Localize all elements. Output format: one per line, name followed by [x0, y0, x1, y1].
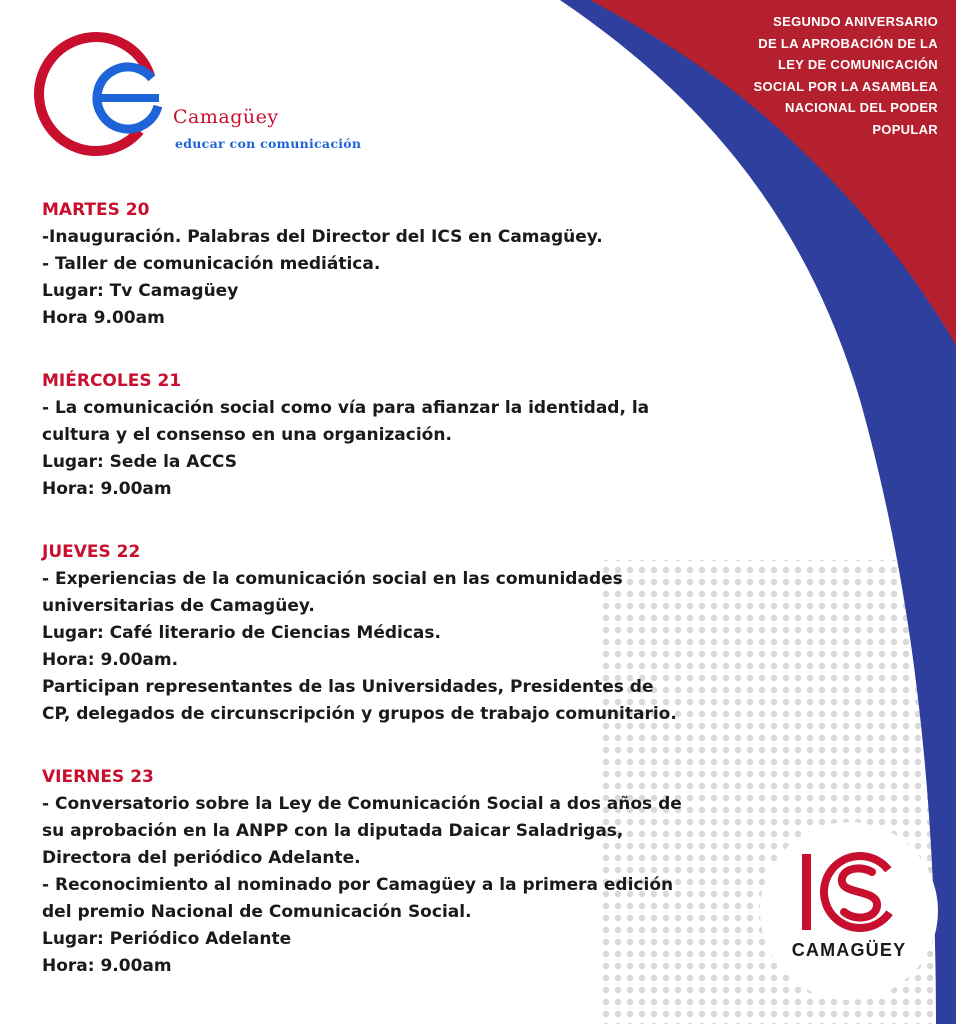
event-line: - Conversatorio sobre la Ley de Comunicación Social a dos años de — [42, 794, 682, 814]
event-line: Hora: 9.00am. — [42, 650, 179, 670]
event-line: - Experiencias de la comunicación social en las comunidades — [42, 569, 623, 589]
event-line: cultura y el consenso en una organización. — [42, 425, 452, 445]
day-title: VIERNES 23 — [42, 767, 154, 787]
event-line: CP, delegados de circunscripción y grupos de trabajo comunitario. — [42, 704, 677, 724]
day-block-wednesday — [42, 368, 742, 503]
day-title: JUEVES 22 — [42, 542, 141, 562]
event-line: - Reconocimiento al nominado por Camagüey a la primera edición — [42, 875, 674, 895]
event-line: del premio Nacional de Comunicación Social. — [42, 902, 472, 922]
event-line: Lugar: Periódico Adelante — [42, 929, 292, 949]
ics-logo-mark — [760, 822, 938, 1000]
event-line: Directora del periódico Adelante. — [42, 848, 361, 868]
event-line: Hora: 9.00am — [42, 479, 172, 499]
event-schedule — [42, 197, 742, 1016]
ics-camaguey-badge — [760, 822, 938, 1000]
event-line: - Taller de comunicación mediática. — [42, 254, 381, 274]
event-line: -Inauguración. Palabras del Director del ICS en Camagüey. — [42, 227, 603, 247]
event-line: Hora: 9.00am — [42, 956, 172, 976]
day-title: MIÉRCOLES 21 — [42, 371, 182, 391]
day-block-friday — [42, 764, 742, 980]
event-line: - La comunicación social como vía para afianzar la identidad, la — [42, 398, 650, 418]
badge-city: CAMAGÜEY — [791, 940, 907, 960]
event-line: Lugar: Tv Camagüey — [42, 281, 239, 301]
day-block-thursday — [42, 539, 742, 728]
ce-camaguey-logo — [32, 14, 372, 174]
event-line: Lugar: Sede la ACCS — [42, 452, 237, 472]
event-line: Participan representantes de las Universidades, Presidentes de — [42, 677, 654, 697]
event-line: su aprobación en la ANPP con la diputada Daicar Saladrigas, — [42, 821, 624, 841]
event-line: universitarias de Camagüey. — [42, 596, 315, 616]
anniversary-title: SEGUNDO ANIVERSARIO DE LA APROBACIÓN DE LA LEY DE COMUNICACIÓN SOCIAL POR LA ASAMBLEA NACIONAL DEL PODER POPULAR — [753, 14, 938, 137]
logo-tagline: educar con comunicación — [175, 136, 362, 151]
ce-logo-mark — [32, 14, 192, 174]
day-block-tuesday — [42, 197, 742, 332]
day-title: MARTES 20 — [42, 200, 150, 220]
event-line: Lugar: Café literario de Ciencias Médicas. — [42, 623, 441, 643]
logo-city: Camagüey — [173, 106, 279, 128]
event-line: Hora 9.00am — [42, 308, 165, 328]
